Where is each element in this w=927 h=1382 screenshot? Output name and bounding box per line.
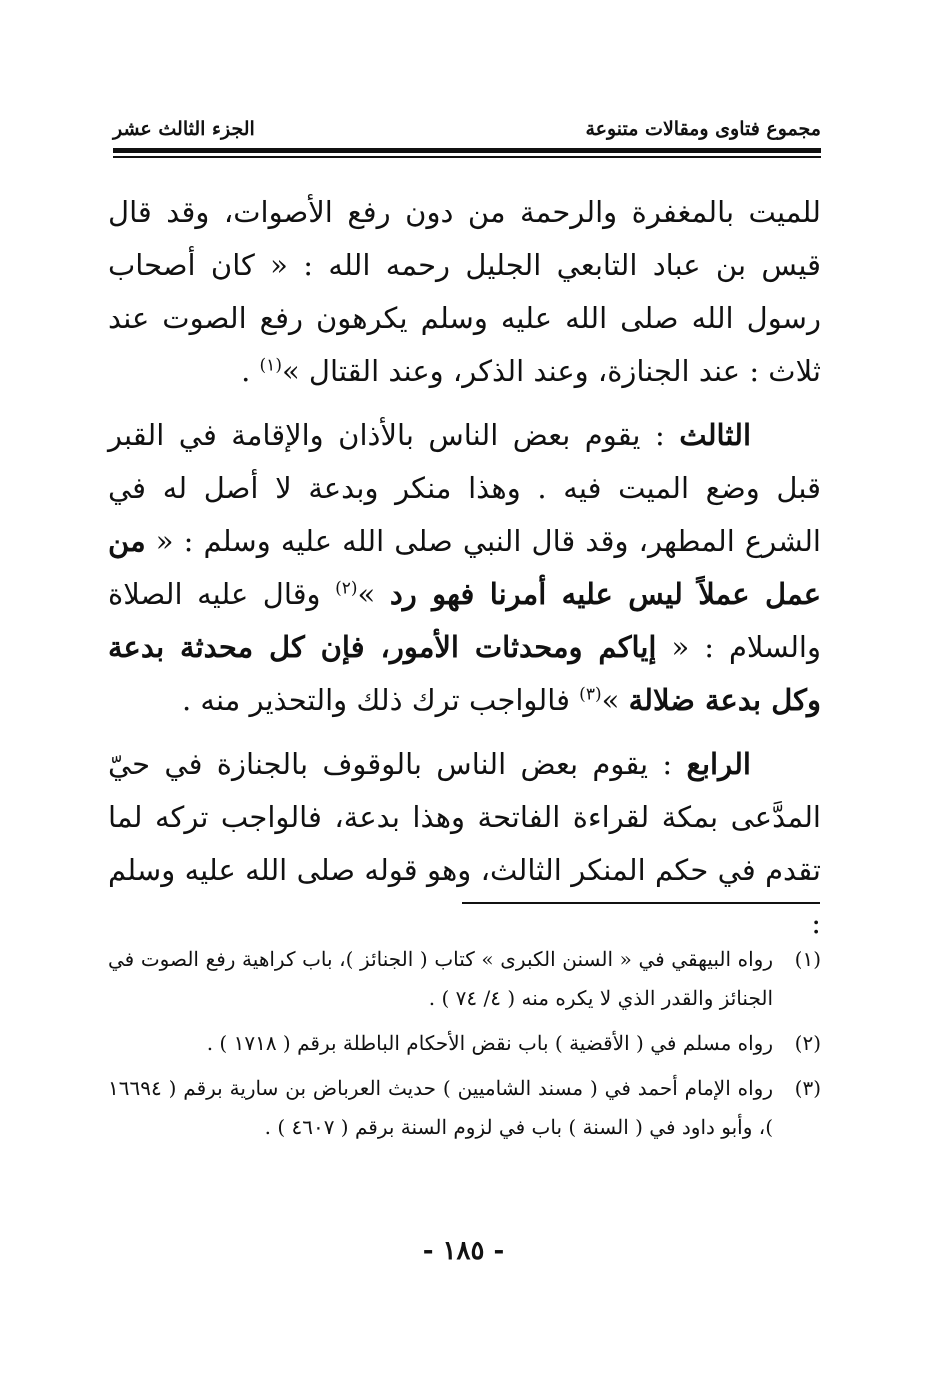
footnote-text: رواه البيهقي في « السنن الكبرى » كتاب ( الجنائز )، باب كراهية رفع الصوت في الجنائز والقدر الذي لا يكره منه ( ٤/ ٧٤ ) . [108, 947, 773, 1010]
paragraph-1-end: . [241, 354, 251, 388]
header-rule-thin [113, 156, 821, 158]
page-number: - ١٨٥ - [422, 1236, 505, 1266]
footnote-item [108, 940, 821, 1018]
footnote-ref-3: (٣) [579, 684, 602, 705]
paragraph-2-text-1: : يقوم بعض الناس بالأذان والإقامة في القبر قبل وضع الميت فيه . وهذا منكر وبدعة لا أصل له في الشرع المطهر، وقد قال النبي صلى الله عليه وسلم : « [108, 418, 821, 558]
footnote-item [108, 1069, 821, 1147]
paragraph-1 [108, 186, 821, 398]
footnote-ref-1: (١) [259, 355, 282, 376]
hadith-2: إياكم ومحدثات الأمور، فإن كل محدثة بدعة وكل بدعة ضلالة [108, 630, 821, 717]
paragraph-2 [108, 409, 821, 727]
footnote-number: (٣) [794, 1076, 821, 1100]
hadith-1: من عمل عملاً ليس عليه أمرنا فهو رد [108, 524, 822, 611]
volume-label: الجزء الثالث عشر [113, 118, 255, 140]
footnote-item [108, 1024, 821, 1063]
quote-close-2: » [601, 683, 620, 717]
running-header [113, 112, 821, 146]
main-text [108, 186, 821, 950]
paragraph-3 [108, 738, 821, 950]
footnotes [108, 940, 821, 1147]
footnote-number: (١) [794, 947, 821, 971]
quote-close-1: » [357, 577, 376, 611]
footnote-separator [462, 902, 820, 904]
footnote-number: (٢) [794, 1031, 821, 1055]
item-label-third: الثالث [679, 418, 752, 452]
paragraph-2-text-2: وقال عليه الصلاة والسلام : « [108, 577, 821, 664]
book-title: مجموع فتاوى ومقالات متنوعة [585, 118, 821, 140]
header-rule-thick [113, 148, 821, 153]
paragraph-3-text: : يقوم بعض الناس بالوقوف بالجنازة في حيّ المدَّعى بمكة لقراءة الفاتحة وهذا بدعة، فالواجب تركه لما تقدم في حكم المنكر الثالث، وهو قوله صلى الله عليه وسلم : [108, 747, 821, 940]
footnote-text: رواه مسلم في ( الأقضية ) باب نقض الأحكام الباطلة برقم ( ١٧١٨ ) . [206, 1031, 773, 1055]
footnote-ref-2: (٢) [335, 578, 358, 599]
footnote-text: رواه الإمام أحمد في ( مسند الشاميين ) حديث العرباض بن سارية برقم ( ١٦٦٩٤ )، وأبو داود في ( السنة ) باب في لزوم السنة برقم ( ٤٦٠٧ ) . [108, 1076, 773, 1139]
item-label-fourth: الرابع [686, 747, 751, 781]
paragraph-1-text: للميت بالمغفرة والرحمة من دون رفع الأصوات، وقد قال قيس بن عباد التابعي الجليل رحمه الله : « كان أصحاب رسول الله صلى الله عليه وسلم يكرهون رفع الصوت عند ثلاث : عند الجنازة، وعند الذكر، وعند القتال » [108, 195, 821, 388]
paragraph-2-text-3: فالواجب ترك ذلك والتحذير منه . [182, 683, 570, 717]
